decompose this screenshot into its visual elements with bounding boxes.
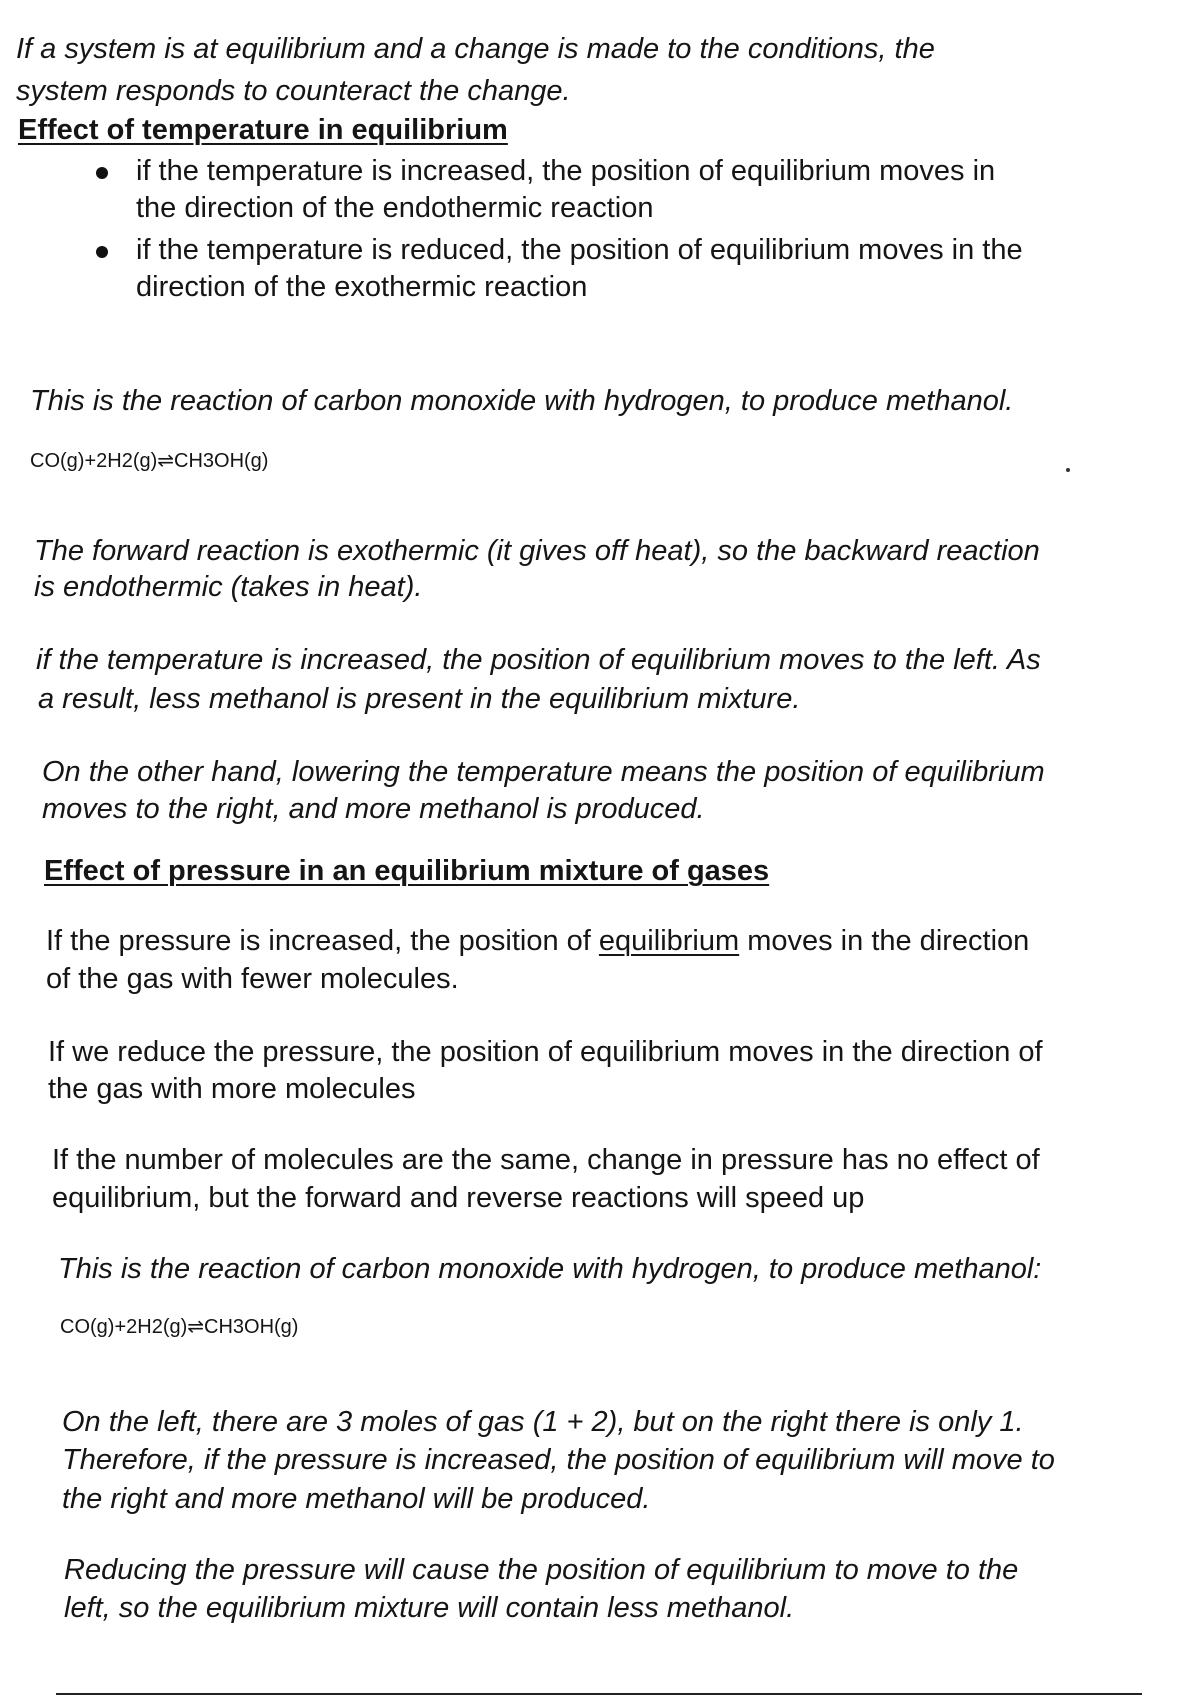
bullet-line-2: the direction of the endothermic reaction bbox=[136, 192, 654, 224]
temperature-heading: Effect of temperature in equilibrium bbox=[18, 114, 508, 146]
temperature-increase-line-2: a result, less methanol is present in the equilibrium mixture. bbox=[38, 683, 801, 715]
temperature-lower-line-1: On the other hand, lowering the temperature means the position of equilibrium bbox=[42, 756, 1045, 788]
pressure-increase-text: If the pressure is increased, the position of bbox=[46, 925, 599, 957]
pressure-reaction-formula: CO(g)+2H2(g)⇌CH3OH(g) bbox=[60, 1316, 299, 1338]
reducing-pressure-line-1: Reducing the pressure will cause the position of equilibrium to move to the bbox=[64, 1554, 1019, 1586]
moles-line-1: On the left, there are 3 moles of gas (1 + 2), but on the right there is only 1. bbox=[62, 1406, 1024, 1438]
pressure-same-line-2: equilibrium, but the forward and reverse reactions will speed up bbox=[52, 1182, 865, 1214]
bullet-line-1: if the temperature is reduced, the position of equilibrium moves in the bbox=[136, 234, 1023, 266]
forward-reaction-line-2: is endothermic (takes in heat). bbox=[34, 571, 423, 603]
reducing-pressure-line-2: left, so the equilibrium mixture will contain less methanol. bbox=[64, 1592, 795, 1624]
pressure-same-line-1: If the number of molecules are the same, change in pressure has no effect of bbox=[52, 1144, 1040, 1176]
bullet-dot-icon bbox=[96, 167, 108, 179]
forward-reaction-line-1: The forward reaction is exothermic (it gives off heat), so the backward reaction bbox=[34, 535, 1040, 567]
bullet-dot-icon bbox=[96, 246, 108, 258]
moles-line-2: Therefore, if the pressure is increased, the position of equilibrium will move to bbox=[62, 1444, 1055, 1476]
scan-speck bbox=[1066, 468, 1070, 472]
intro-line-2: system responds to counteract the change. bbox=[16, 75, 571, 107]
temperature-lower-line-2: moves to the right, and more methanol is produced. bbox=[42, 793, 705, 825]
pressure-increase-text-end: moves in the direction bbox=[739, 925, 1030, 957]
pressure-increase-line-2: of the gas with fewer molecules. bbox=[46, 963, 459, 995]
pressure-reduce-line-2: the gas with more molecules bbox=[48, 1073, 416, 1105]
bullet-temperature-increased bbox=[96, 153, 1096, 227]
bullet-line-2: direction of the exothermic reaction bbox=[136, 271, 588, 303]
temperature-reaction-intro: This is the reaction of carbon monoxide with hydrogen, to produce methanol. bbox=[30, 385, 1014, 417]
temperature-reaction-formula: CO(g)+2H2(g)⇌CH3OH(g) bbox=[30, 450, 269, 472]
bullet-line-1: if the temperature is increased, the position of equilibrium moves in bbox=[136, 155, 996, 187]
pressure-heading: Effect of pressure in an equilibrium mixture of gases bbox=[44, 855, 770, 887]
pressure-reaction-intro: This is the reaction of carbon monoxide with hydrogen, to produce methanol: bbox=[58, 1253, 1042, 1285]
underlined-equilibrium: equilibrium bbox=[598, 925, 740, 957]
pressure-increase-line-1 bbox=[46, 922, 1029, 960]
bottom-divider bbox=[56, 1693, 1142, 1695]
moles-line-3: the right and more methanol will be produced. bbox=[62, 1483, 651, 1515]
bullet-temperature-reduced bbox=[96, 232, 1096, 306]
intro-line-1: If a system is at equilibrium and a change is made to the conditions, the bbox=[16, 33, 935, 65]
temperature-bullet-list bbox=[96, 153, 1096, 311]
temperature-increase-line-1: if the temperature is increased, the position of equilibrium moves to the left. As bbox=[36, 644, 1041, 676]
pressure-reduce-line-1: If we reduce the pressure, the position of equilibrium moves in the direction of bbox=[48, 1036, 1043, 1068]
